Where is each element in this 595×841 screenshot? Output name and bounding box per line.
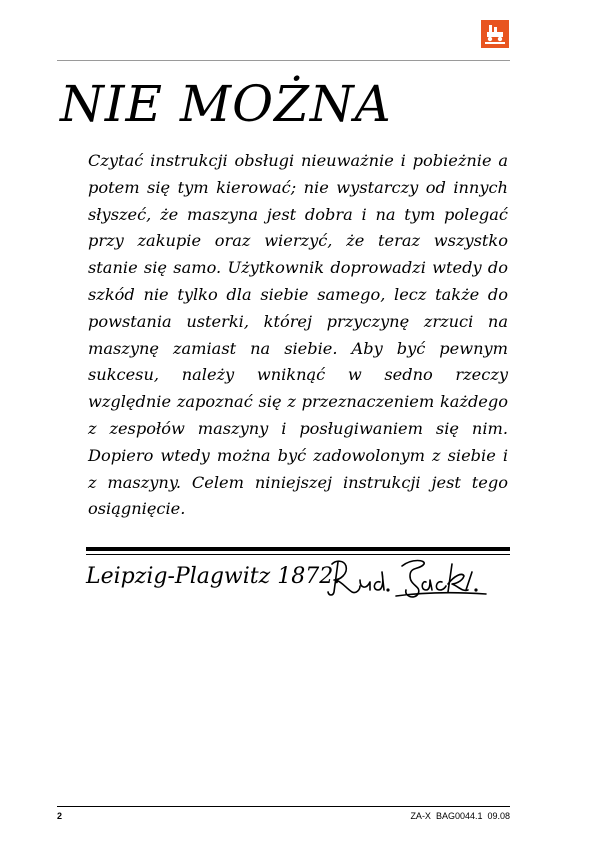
page-number: 2 xyxy=(57,811,63,821)
handwritten-signature xyxy=(326,556,510,600)
place-date: Leipzig-Plagwitz 1872. xyxy=(86,564,341,589)
divider-thick xyxy=(86,547,510,551)
page-title: NIE MOŻNA xyxy=(60,75,392,133)
footer-divider xyxy=(57,806,510,807)
header-divider xyxy=(57,60,510,61)
brand-logo-icon xyxy=(481,20,509,48)
document-code: ZA-X BAG0044.1 09.08 xyxy=(410,811,510,821)
body-paragraph: Czytać instrukcji obsługi nieuważnie i pobieżnie a potem się tym kierować; nie wystarczy od innych słyszeć, że maszyna jest dobra i na tym polegać przy zakupie oraz wierzyć, że teraz wszystko stanie się samo. Użytkownik doprowadzi wtedy do szkód nie tylko dla siebie samego, lecz także do powstania usterki, której przyczynę zrzuci na maszynę zamiast na siebie. Aby być pewnym sukcesu, należy wniknąć w sedno rzeczy względnie zapoznać się z przeznaczeniem każdego z zespołów maszyny i posługiwaniem się nim. Dopiero wtedy można być zadowolonym z siebie i z maszyny. Celem niniejszej instrukcji jest tego osiągnięcie. xyxy=(88,151,508,519)
divider-thin xyxy=(86,554,510,555)
